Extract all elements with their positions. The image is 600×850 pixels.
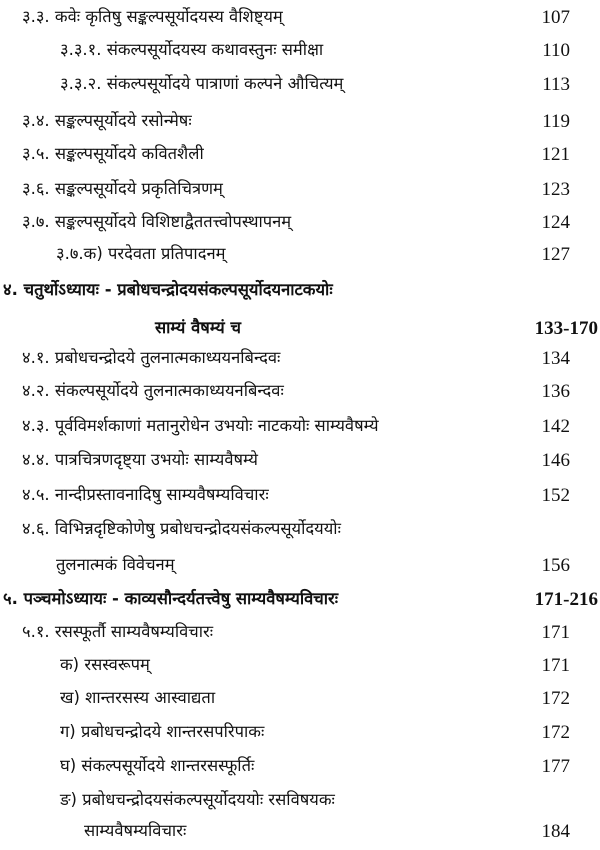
- toc-entry-page: 124: [541, 212, 570, 233]
- toc-entry-page: 119: [542, 111, 570, 132]
- toc-entry: [0, 374, 600, 410]
- toc-entry: [0, 137, 600, 173]
- toc-entry: [0, 478, 600, 514]
- chapter-title: ५. पञ्चमोऽध्यायः - काव्यसौन्दर्यतत्त्वेषु साम्यवैषम्यविचारः: [3, 589, 339, 608]
- toc-entry-page: 177: [541, 756, 570, 777]
- toc-entry-title: तुलनात्मकं विवेचनम्: [56, 555, 175, 574]
- toc-entry-title: ३.६. सङ्कल्पसूर्योदये प्रकृतिचित्रणम्: [22, 179, 223, 198]
- toc-entry-page: 172: [541, 722, 570, 743]
- chapter-page-range: 171-216: [534, 589, 598, 610]
- toc-entry-title: ३.३.२. संकल्पसूर्योदये पात्राणां कल्पने औचित्यम्: [60, 74, 344, 93]
- toc-entry: [0, 67, 600, 103]
- toc-entry: [0, 681, 600, 717]
- toc-entry: [0, 715, 600, 751]
- toc-entry: [0, 0, 600, 36]
- toc-entry-title: ङ) प्रबोधचन्द्रोदयसंकल्पसूर्योदययोः रसविषयकः: [60, 790, 335, 809]
- toc-entry: [0, 33, 600, 69]
- toc-entry-page: 121: [541, 144, 570, 165]
- toc-entry-page: 171: [541, 655, 570, 676]
- toc-entry-title: ४.३. पूर्वविमर्शकाणां मतानुरोधेन उभयोः नाटकयोः साम्यवैषम्ये: [22, 416, 379, 435]
- chapter-title: साम्यं वैषम्यं च: [155, 318, 241, 337]
- toc-entry-title: ३.३.१. संकल्पसूर्योदयस्य कथावस्तुनः समीक्षा: [60, 40, 324, 59]
- toc-entry: [0, 172, 600, 208]
- toc-entry-page: 152: [541, 485, 570, 506]
- toc-entry: [0, 341, 600, 377]
- toc-entry-page: 156: [541, 555, 570, 576]
- toc-entry-continued: [0, 548, 600, 584]
- toc-entry-title: ४.२. संकल्पसूर्योदये तुलनात्मकाध्ययनबिन्दवः: [22, 381, 284, 400]
- toc-entry-continued: [0, 814, 600, 850]
- toc-entry-title: ३.४. सङ्कल्पसूर्योदये रसोन्मेषः: [22, 111, 192, 130]
- toc-entry-title: क) रसस्वरूपम्: [60, 655, 150, 674]
- toc-entry-page: 142: [541, 416, 570, 437]
- toc-entry-page: 113: [542, 74, 570, 95]
- chapter-heading: [0, 582, 600, 618]
- toc-entry: [0, 443, 600, 479]
- toc-entry-title: ४.१. प्रबोधचन्द्रोदये तुलनात्मकाध्ययनबिन्दवः: [22, 348, 281, 367]
- toc-entry-title: ३.७. सङ्कल्पसूर्योदये विशिष्टाद्वैततत्त्वोपस्थापनम्: [22, 212, 292, 231]
- toc-entry-title: ४.६. विभिन्नदृष्टिकोणेषु प्रबोधचन्द्रोदयसंकल्पसूर्योदययोः: [22, 519, 341, 538]
- toc-entry: [0, 615, 600, 651]
- chapter-heading: [0, 273, 600, 309]
- toc-entry-page: 146: [541, 450, 570, 471]
- toc-entry-title: ४.५. नान्दीप्रस्तावनादिषु साम्यवैषम्यविचारः: [22, 485, 269, 504]
- toc-entry-title: ३.७.क) परदेवता प्रतिपादनम्: [56, 244, 226, 263]
- toc-entry-title: ख) शान्तरसस्य आस्वाद्यता: [60, 688, 216, 707]
- toc-entry-title: ३.५. सङ्कल्पसूर्योदये कवितशैली: [22, 144, 204, 163]
- toc-entry-title: ५.१. रसस्फूर्तौ साम्यवैषम्यविचारः: [22, 622, 214, 641]
- toc-entry-page: 123: [541, 179, 570, 200]
- toc-entry-page: 136: [541, 381, 570, 402]
- chapter-page-range: 133-170: [534, 318, 598, 339]
- toc-entry-page: 107: [541, 7, 570, 28]
- toc-entry-page: 172: [541, 688, 570, 709]
- toc-entry: [0, 648, 600, 684]
- toc-entry-page: 171: [541, 622, 570, 643]
- toc-entry-title: ४.४. पात्रचित्रणदृष्ट्या उभयोः साम्यवैषम्ये: [22, 450, 258, 469]
- toc-entry: [0, 104, 600, 140]
- toc-entry-page: 134: [541, 348, 570, 369]
- toc-entry-title: ग) प्रबोधचन्द्रोदये शान्तरसपरिपाकः: [60, 722, 265, 741]
- toc-entry-title: साम्यवैषम्यविचारः: [84, 821, 187, 840]
- toc-entry: [0, 205, 600, 241]
- toc-entry: [0, 237, 600, 273]
- toc-entry-page: 110: [542, 40, 570, 61]
- toc-entry-title: ३.३. कवेः कृतिषु सङ्कल्पसूर्योदयस्य वैशिष्ट्यम्: [22, 7, 283, 26]
- toc-entry: [0, 749, 600, 785]
- toc-entry-page: 184: [541, 821, 570, 842]
- toc-entry-title: घ) संकल्पसूर्योदये शान्तरसस्फूर्तिः: [60, 756, 255, 775]
- toc-entry: [0, 409, 600, 445]
- chapter-title: ४. चतुर्थोऽध्यायः - प्रबोधचन्द्रोदयसंकल्पसूर्योदयनाटकयोः: [3, 280, 333, 299]
- toc-entry: [0, 512, 600, 548]
- toc-entry-page: 127: [541, 244, 570, 265]
